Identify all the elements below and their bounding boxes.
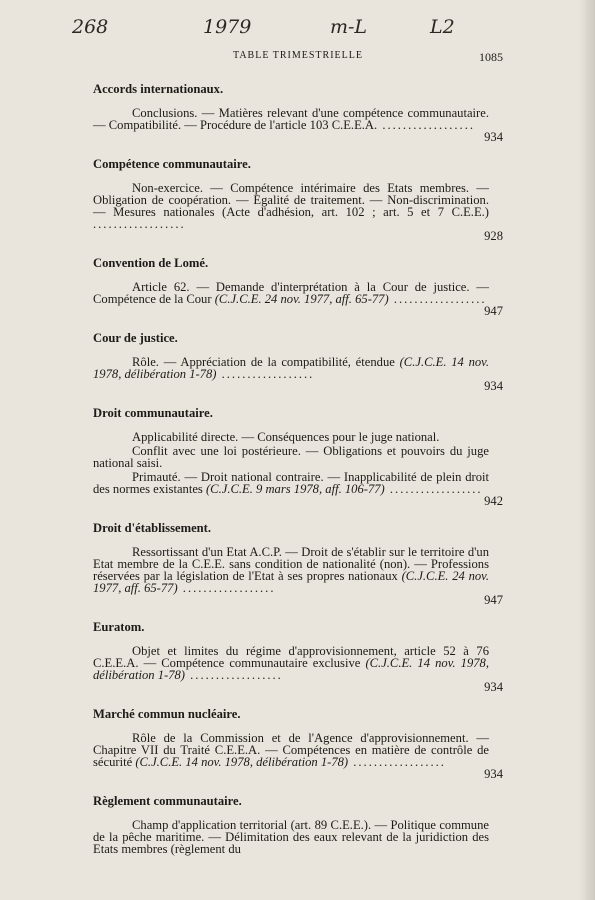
index-entry: [93, 431, 503, 443]
index-section: [93, 707, 503, 780]
index-section: [93, 406, 503, 507]
leader-dots: ..................: [216, 367, 315, 381]
index-section: [93, 794, 503, 855]
page-number: 1085: [479, 50, 503, 64]
index-entry: [93, 445, 503, 469]
entry-text-block: [93, 281, 503, 305]
entry-text: Conflit avec une loi postérieure. — Obligations et pouvoirs du juge national saisi.: [93, 444, 489, 470]
entry-citation: (C.J.C.E. 24 nov. 1977, aff. 65-77): [93, 569, 489, 595]
page-reference: 928: [484, 229, 503, 243]
index-entry: [93, 819, 503, 855]
index-content: [93, 82, 503, 869]
index-section: [93, 82, 503, 143]
entry-text: Conclusions. — Matières relevant d'une compétence communautaire. — Compatibilité. — Procédure de l'article 103 C.E.E.A.: [93, 106, 489, 132]
leader-dots: ..................: [388, 292, 487, 306]
entry-text: Champ d'application territorial (art. 89 C.E.E.). — Politique commune de la pêche maritime. — Délimitation des eaux relevant de la juridiction des Etats membres (règlement du: [93, 818, 489, 856]
index-section: [93, 331, 503, 392]
entry-text-block: [93, 819, 503, 855]
entry-citation: (C.J.C.E. 14 nov. 1978, délibération 1-78): [135, 755, 349, 769]
handwritten-note: 1979: [203, 16, 252, 38]
section-heading: Euratom.: [93, 620, 145, 634]
page-reference: 942: [484, 494, 503, 508]
index-section: [93, 620, 503, 693]
section-heading: Droit d'établissement.: [93, 521, 211, 535]
entry-text-block: [93, 546, 503, 594]
leader-dots: ..................: [377, 118, 475, 132]
index-section: [93, 521, 503, 606]
section-heading: Compétence communautaire.: [93, 157, 251, 171]
index-entry: [93, 182, 503, 242]
page-reference: 934: [484, 379, 503, 393]
entry-citation: (C.J.C.E. 9 mars 1978, aff. 106-77): [205, 482, 385, 496]
page-reference: 934: [484, 130, 503, 144]
index-section: [93, 256, 503, 317]
running-title: TABLE TRIMESTRIELLE: [233, 50, 363, 61]
section-heading: Droit communautaire.: [93, 406, 213, 420]
page-reference: 934: [484, 767, 503, 781]
page-reference: 947: [484, 304, 503, 318]
entry-text: Non-exercice. — Compétence intérimaire des Etats membres. — Obligation de coopération. — Egalité de traitement. — Non-discrimination. — Mesures nationales (Acte d'adhésion, art. 102 ; art. 5 et 7 C.E.E.): [93, 181, 489, 219]
entry-text-block: [93, 645, 503, 681]
entry-text: Primauté. — Droit national contraire. — Inapplicabilité de plein droit des normes existantes: [93, 470, 489, 496]
index-entry: [93, 645, 503, 693]
entry-text: Ressortissant d'un Etat A.C.P. — Droit de s'établir sur le territoire d'un Etat membre de la C.E.E. sans condition de nationalité (non). — Professions réservées par la législation de l'Etat à ses propres nationaux: [93, 545, 489, 583]
entry-text-block: [93, 107, 503, 131]
page-edge-shadow: [579, 0, 595, 900]
entry-text: Article 62. — Demande d'interprétation à la Cour de justice. — Compétence de la Cour: [93, 280, 489, 306]
leader-dots: ..................: [185, 668, 283, 682]
entry-text: Rôle de la Commission et de l'Agence d'approvisionnement. — Chapitre VII du Traité C.E.E.A. — Compétences en matière de contrôle de sécurité: [93, 731, 489, 769]
entry-citation: (C.J.C.E. 14 nov. 1978, délibération 1-78): [93, 355, 489, 381]
leader-dots: ..................: [348, 755, 446, 769]
entry-citation: (C.J.C.E. 24 nov. 1977, aff. 65-77): [214, 292, 389, 306]
section-heading: Cour de justice.: [93, 331, 178, 345]
handwritten-note: L2: [430, 16, 455, 38]
index-entry: [93, 471, 503, 507]
handwritten-note: 268: [72, 16, 109, 38]
running-head: [93, 50, 503, 68]
page-reference: 947: [484, 593, 503, 607]
entry-text-block: [93, 182, 503, 230]
entry-citation: (C.J.C.E. 14 nov. 1978, délibération 1-78): [93, 656, 489, 682]
leader-dots: ..................: [93, 217, 186, 231]
index-entry: [93, 281, 503, 317]
index-entry: [93, 107, 503, 143]
entry-text: Objet et limites du régime d'approvisionnement, article 52 à 76 C.E.E.A. — Compétence communautaire exclusive: [93, 644, 489, 670]
entry-text-block: [93, 471, 503, 495]
leader-dots: ..................: [384, 482, 483, 496]
page-reference: 934: [484, 680, 503, 694]
section-heading: Règlement communautaire.: [93, 794, 242, 808]
entry-text-block: [93, 732, 503, 768]
handwritten-note: m-L: [330, 16, 368, 38]
entry-text-block: [93, 445, 503, 469]
entry-text-block: [93, 431, 503, 443]
index-entry: [93, 356, 503, 392]
entry-text: Rôle. — Appréciation de la compatibilité, étendue: [132, 355, 395, 369]
section-heading: Convention de Lomé.: [93, 256, 209, 270]
entry-text-block: [93, 356, 503, 380]
index-entry: [93, 732, 503, 780]
index-entry: [93, 546, 503, 606]
section-heading: Accords internationaux.: [93, 82, 224, 96]
section-heading: Marché commun nucléaire.: [93, 707, 241, 721]
entry-text: Applicabilité directe. — Conséquences pour le juge national.: [132, 430, 440, 444]
index-section: [93, 157, 503, 242]
leader-dots: ..................: [177, 581, 276, 595]
